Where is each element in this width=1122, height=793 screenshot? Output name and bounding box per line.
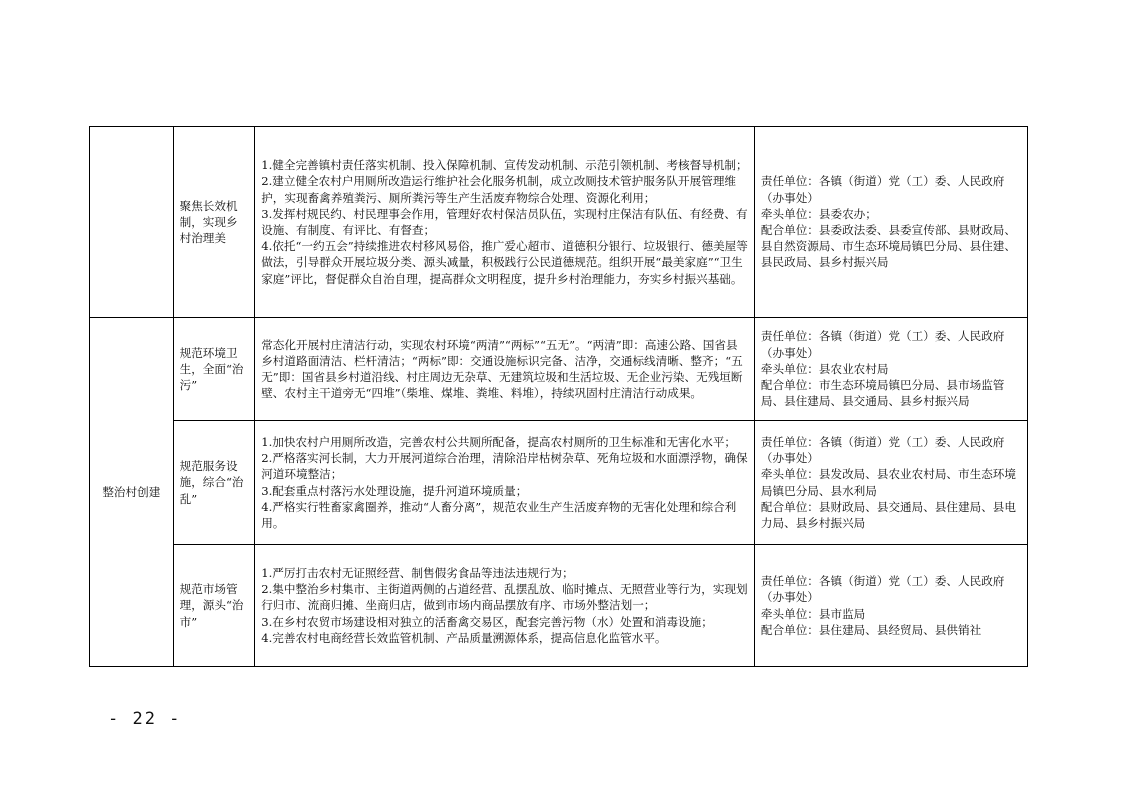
table-row — [90, 421, 1028, 545]
measure-item: 2.建立健全农村户用厕所改造运行维护社会化服务机制，成立改厕技术管护服务队开展管理维护，实现畜禽养殖粪污、厕所粪污等生产生活废弃物综合处理、资源化利用； — [261, 174, 737, 205]
responsible-unit: 责任单位：各镇（街道）党（工）委、人民政府（办事处） — [760, 434, 1005, 466]
cooperating-unit: 配合单位：县住建局、县经贸局、县供销社 — [760, 622, 982, 637]
measure-item: 1.严厉打击农村无证照经营、制售假劣食品等违法违规行为； — [261, 565, 574, 580]
lead-unit: 牵头单位：县农业农村局 — [760, 361, 889, 376]
responsible-unit: 责任单位：各镇（街道）党（工）委、人民政府（办事处） — [760, 574, 1005, 605]
units-cell — [754, 318, 1027, 421]
responsible-unit: 责任单位：各镇（街道）党（工）委、人民政府（办事处） — [760, 174, 1005, 205]
measure-item: 1.健全完善镇村责任落实机制、投入保障机制、宣传发动机制、示范引领机制、考核督导机制； — [261, 158, 748, 173]
subcategory-cell: 聚焦长效机制，实现乡村治理美 — [173, 127, 255, 318]
table-row — [90, 318, 1028, 421]
measures-cell — [255, 545, 755, 667]
measure-item: 3.发挥村规民约、村民理事会作用，管理好农村保洁员队伍，实现村庄保洁有队伍、有经费、有设施、有制度、有评比、有督查； — [261, 206, 748, 237]
measures-table — [89, 126, 1028, 667]
units-cell — [754, 127, 1027, 318]
table-row — [90, 545, 1028, 667]
cooperating-unit: 配合单位：县财政局、县交通局、县住建局、县电力局、县乡村振兴局 — [760, 499, 1016, 530]
lead-unit: 牵头单位：县市监局 — [760, 606, 866, 621]
measure-item: 常态化开展村庄清洁行动，实现农村环境“两清”“两标”“五无”。“两清”即：高速公路、国省县乡村道路面清洁、栏杆清洁；“两标”即：交通设施标识完备、洁净，交通标线清晰、整齐；“五无”即：国省县乡村道沿线、村庄周边无杂草、无建筑垃圾和生活垃圾、无企业污染、无残垣断壁、农村主干道旁无“四堆”（柴堆、煤堆、粪堆、料堆），持续巩固村庄清洁行动成果。 — [261, 337, 743, 401]
measures-cell — [255, 127, 755, 318]
category-cell: 整治村创建 — [90, 318, 174, 667]
category-cell — [90, 127, 174, 318]
measures-cell — [255, 421, 755, 545]
measure-item: 3.在乡村农贸市场建设相对独立的活畜禽交易区，配套完善污物（水）处置和消毒设施； — [261, 614, 713, 629]
measure-item: 4.依托“一约五会”持续推进农村移风易俗，推广爱心超市、道德积分银行、垃圾银行、德美屋等做法，引导群众开展垃圾分类、源头减量，积极践行公民道德规范。组织开展“最美家庭”“卫生家庭”评比，督促群众自治自理，提高群众文明程度，提升乡村治理能力，夯实乡村振兴基础。 — [261, 239, 748, 286]
measure-item: 3.配套重点村落污水处理设施，提升河道环境质量； — [261, 483, 528, 498]
measure-item: 4.严格实行牲畜家禽圈养，推动“人畜分离”，规范农业生产生活废弃物的无害化处理和综合利用。 — [261, 499, 737, 530]
units-cell — [754, 421, 1027, 545]
table-row — [90, 127, 1028, 318]
cooperating-unit: 配合单位：县委政法委、县委宣传部、县财政局、县自然资源局、市生态环境局镇巴分局、县住建、县民政局、县乡村振兴局 — [760, 223, 1016, 270]
measure-item: 1.加快农村户用厕所改造，完善农村公共厕所配备，提高农村厕所的卫生标准和无害化水平； — [261, 434, 737, 449]
units-cell — [754, 545, 1027, 667]
subcategory-cell: 规范环境卫生，全面“治污” — [173, 318, 255, 421]
lead-unit: 牵头单位：县委农办； — [760, 206, 877, 221]
subcategory-cell: 规范服务设施，综合“治乱” — [173, 421, 255, 545]
measure-item: 4.完善农村电商经营长效监管机制、产品质量溯源体系，提高信息化监管水平。 — [261, 630, 667, 645]
cooperating-unit: 配合单位：市生态环境局镇巴分局、县市场监管局、县住建局、县交通局、县乡村振兴局 — [760, 378, 1005, 409]
measures-cell — [255, 318, 755, 421]
page-number: - 22 - — [108, 709, 182, 729]
measure-item: 2.集中整治乡村集市、主街道两侧的占道经营、乱摆乱放、临时摊点、无照营业等行为，实现划行归市、流商归摊、坐商归店，做到市场内商品摆放有序、市场外整洁划一； — [261, 582, 748, 613]
measure-item: 2.严格落实河长制，大力开展河道综合治理，清除沿岸枯树杂草、死角垃圾和水面漂浮物，确保河道环境整洁； — [261, 451, 748, 482]
subcategory-cell: 规范市场管理，源头“治市” — [173, 545, 255, 667]
lead-unit: 牵头单位：县发改局、县农业农村局、市生态环境局镇巴分局、县水利局 — [760, 467, 1016, 498]
responsible-unit: 责任单位：各镇（街道）党（工）委、人民政府（办事处） — [760, 329, 1005, 360]
